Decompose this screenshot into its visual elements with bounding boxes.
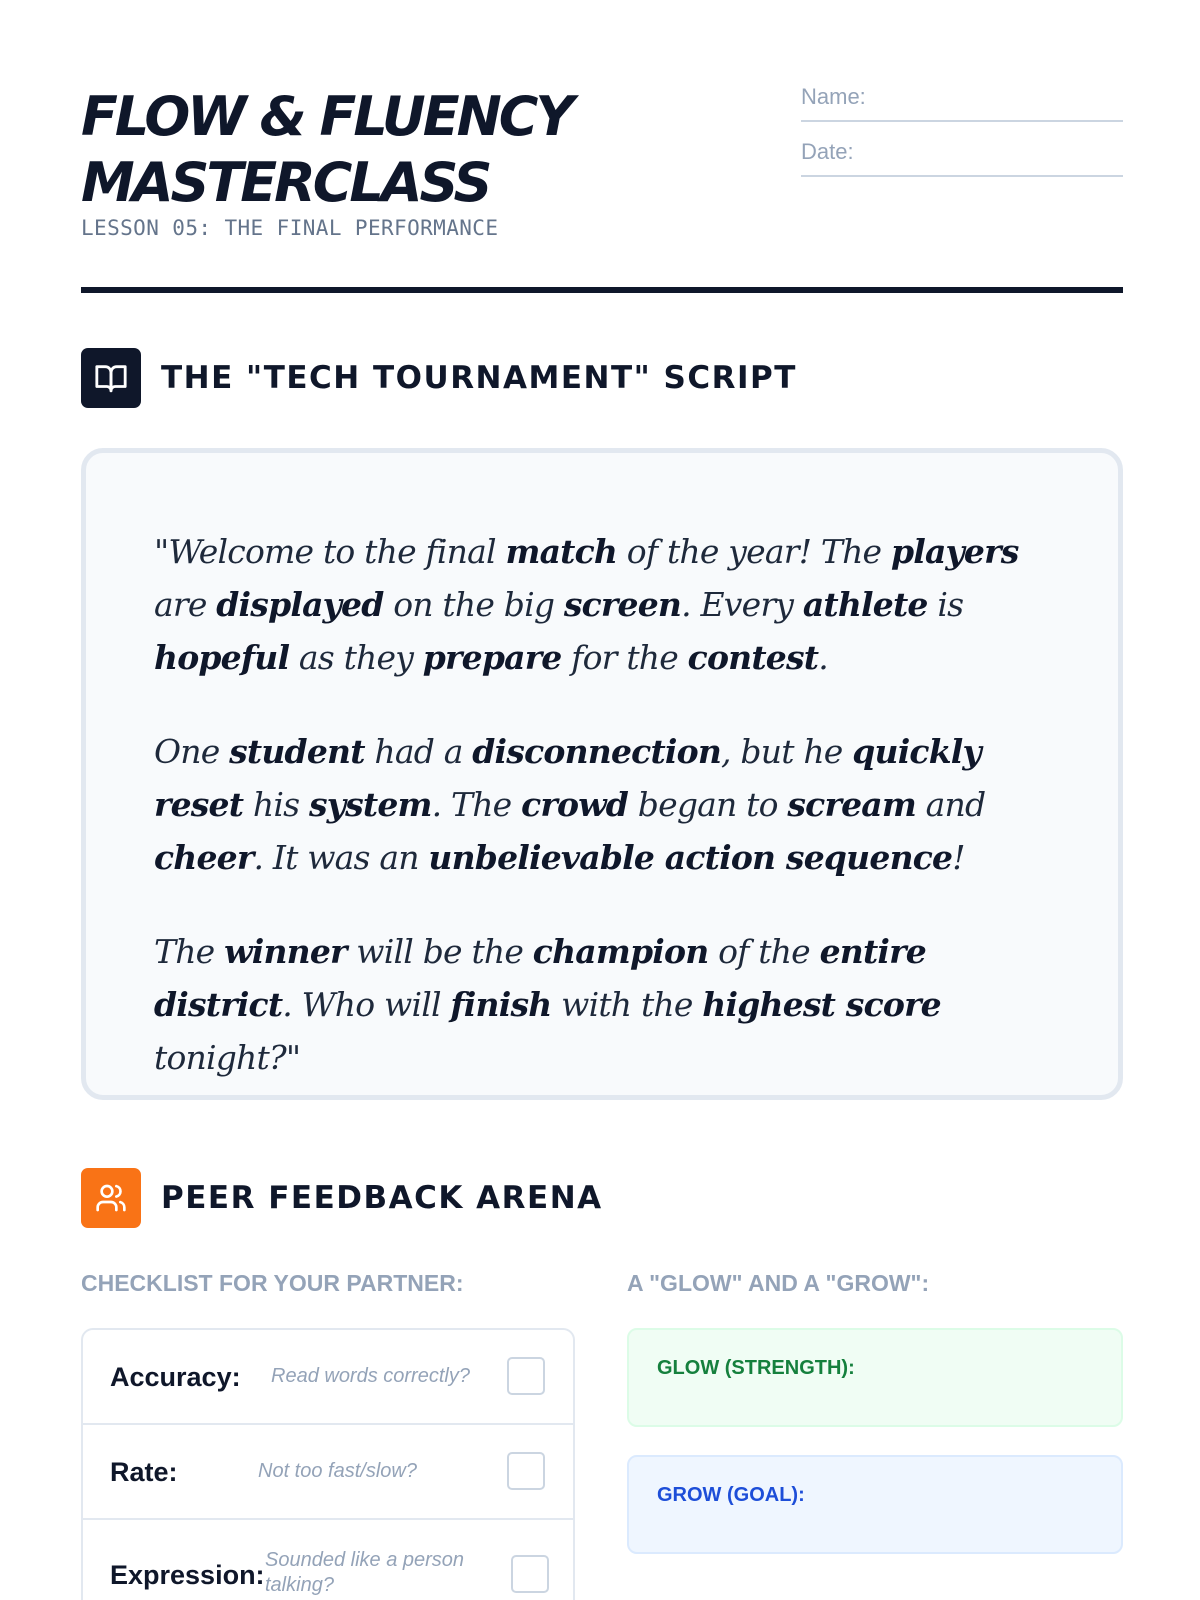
partner-checklist [81,1328,575,1600]
script-text: on the big [383,585,564,624]
checklist-hint: Sounded like a person talking? [265,1549,465,1596]
book-open-icon [81,348,141,408]
date-label: Date: [801,139,854,164]
page-title [81,84,681,216]
script-text: his [243,785,309,824]
script-text: The [154,932,225,971]
vocab-word: prepare [422,638,562,677]
script-paragraph [154,725,1054,884]
checklist-hint: Not too fast/slow? [258,1460,417,1482]
glow-box[interactable] [627,1328,1123,1427]
vocab-word: displayed [216,585,384,624]
vocab-word: system [308,785,432,824]
script-text: is [927,585,964,624]
script-section-title: THE "TECH TOURNAMENT" SCRIPT [161,360,797,396]
lesson-subtitle: LESSON 05: THE FINAL PERFORMANCE [81,216,499,240]
script-text: for the [561,638,688,677]
script-text: . [818,638,828,677]
checkbox[interactable] [507,1357,545,1395]
script-text: tonight?" [154,1038,301,1077]
glow-grow-heading: A "GLOW" AND A "GROW": [627,1270,930,1296]
vocab-word: players [890,532,1019,571]
date-field[interactable] [801,139,1123,177]
grow-label: GROW (GOAL): [657,1484,805,1506]
script-text: "Welcome to the final [154,532,506,571]
vocab-word: contest [687,638,819,677]
glow-label: GLOW (STRENGTH): [657,1357,855,1379]
vocab-word: crowd [521,785,629,824]
script-text: and [915,785,986,824]
vocab-word: screen [563,585,682,624]
script-paragraph [154,925,1054,1084]
vocab-word: highest score [702,985,941,1024]
feedback-section-title: PEER FEEDBACK ARENA [161,1180,603,1216]
script-text: . It was an [253,838,429,877]
script-text: had a [364,732,473,771]
vocab-word: match [505,532,618,571]
checkbox[interactable] [507,1452,545,1490]
script-text: will be the [346,932,533,971]
vocab-word: hopeful [154,638,290,677]
checklist-label: Expression: [110,1560,265,1590]
title-line-2: MASTERCLASS [81,151,490,214]
checklist-label: Rate: [110,1457,178,1487]
script-text: , but he [721,732,853,771]
vocab-word: disconnection [472,732,722,771]
script-text: of the year! The [617,532,891,571]
checklist-hint: Read words correctly? [271,1365,470,1387]
vocab-word: scream [787,785,916,824]
vocab-word: unbelievable action sequence [428,838,953,877]
script-text: as they [289,638,423,677]
vocab-word: winner [224,932,347,971]
vocab-word: entire district [154,932,926,1024]
script-text: One [154,732,230,771]
vocab-word: champion [532,932,709,971]
script-text: . Who will [282,985,451,1024]
header-divider [81,287,1123,293]
feedback-section-header [81,1168,1123,1228]
script-paragraph [154,525,1054,684]
worksheet-page [81,0,1123,1600]
title-line-1: FLOW & FLUENCY [81,85,572,148]
vocab-word: cheer [154,838,254,877]
script-text: ! [952,838,965,877]
name-field[interactable] [801,84,1123,122]
vocab-word: finish [450,985,552,1024]
checkbox[interactable] [511,1555,549,1593]
name-label: Name: [801,84,866,109]
users-icon [81,1168,141,1228]
checklist-label: Accuracy: [110,1362,241,1392]
script-text: began to [628,785,788,824]
script-text: . The [431,785,522,824]
script-text: . Every [681,585,803,624]
script-text: with the [551,985,703,1024]
script-box [81,448,1123,1100]
vocab-word: athlete [802,585,928,624]
script-text: of the [708,932,820,971]
checklist-row-accuracy [83,1330,575,1425]
checklist-heading: CHECKLIST FOR YOUR PARTNER: [81,1270,464,1296]
script-text: are [154,585,217,624]
vocab-word: quickly reset [154,732,981,824]
grow-box[interactable] [627,1455,1123,1554]
vocab-word: student [229,732,365,771]
checklist-row-rate [83,1425,575,1520]
checklist-row-expression [83,1520,575,1600]
script-section-header [81,348,1123,408]
